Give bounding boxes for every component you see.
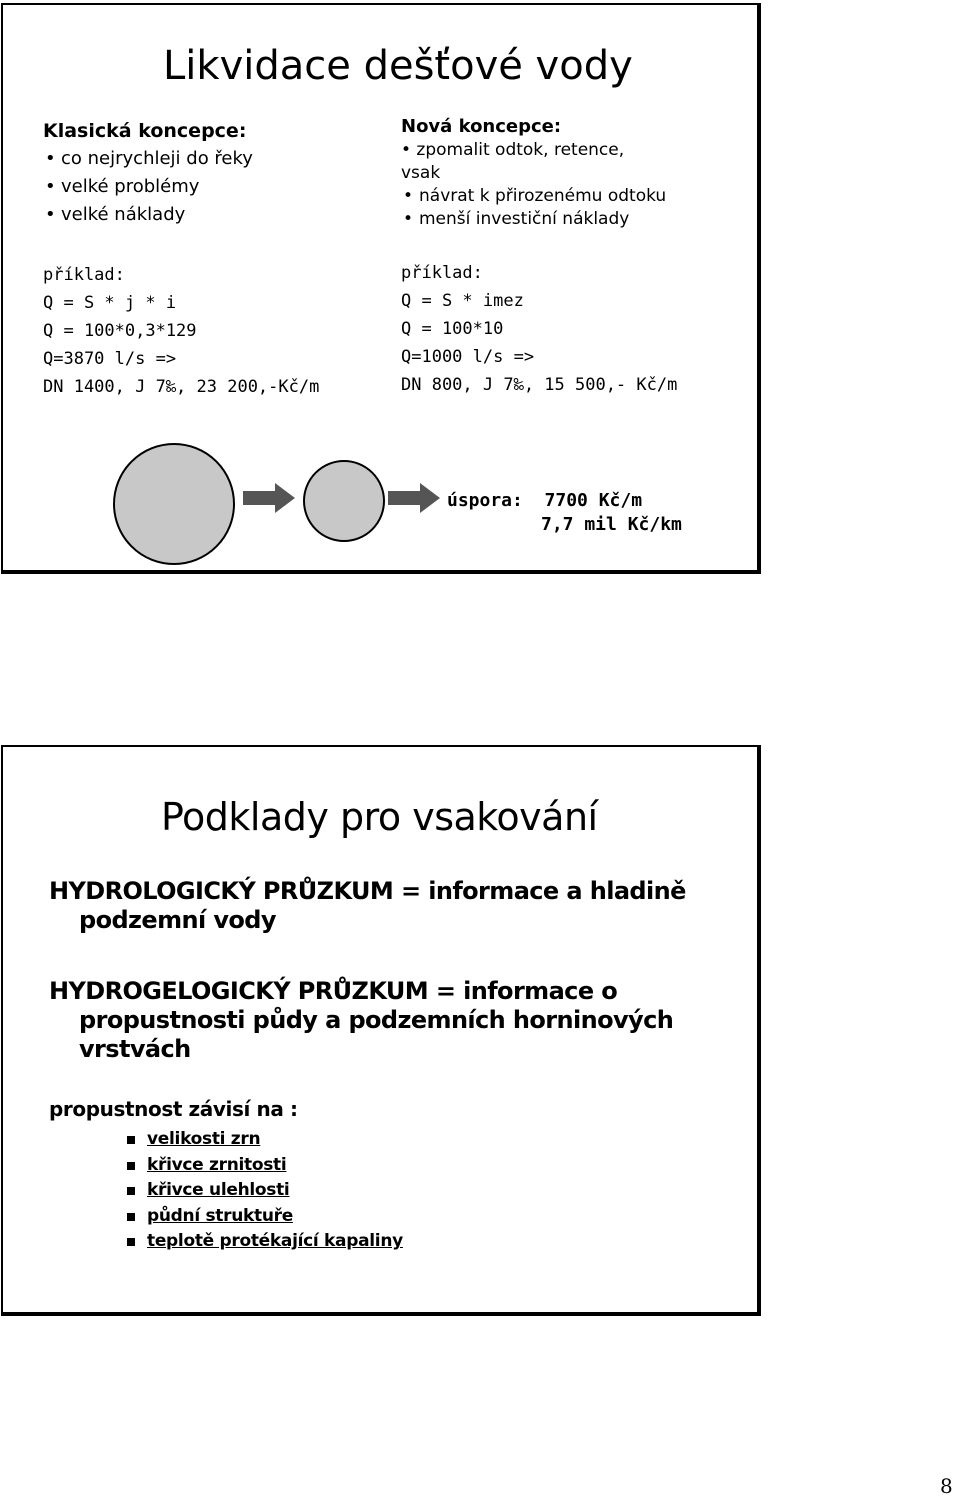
example-line: příklad: bbox=[401, 263, 483, 283]
block-line: podzemní vody bbox=[79, 906, 276, 934]
saving-line: úspora: 7700 Kč/m bbox=[447, 490, 643, 511]
hydrology-block bbox=[49, 877, 686, 935]
new-example bbox=[401, 259, 677, 399]
example-line: DN 1400, J 7‰, 23 200,-Kč/m bbox=[43, 377, 320, 397]
arrow-right-icon bbox=[388, 483, 440, 513]
list-item: velikosti zrn bbox=[125, 1127, 403, 1153]
classic-bullets bbox=[43, 145, 253, 229]
new-concept bbox=[401, 115, 666, 231]
slide-title: Podklady pro vsakování bbox=[161, 795, 598, 839]
arrow-right-icon bbox=[243, 483, 295, 513]
hydrogeology-block bbox=[49, 977, 673, 1064]
new-line: • zpomalit odtok, retence, bbox=[401, 140, 625, 160]
large-pipe-circle bbox=[113, 443, 235, 565]
page-number: 8 bbox=[940, 1474, 953, 1498]
classic-example bbox=[43, 261, 319, 401]
example-line: Q=3870 l/s => bbox=[43, 349, 177, 369]
list-item: • návrat k přirozenému odtoku bbox=[401, 185, 666, 208]
slide-likvidace bbox=[1, 3, 761, 574]
example-line: Q = S * j * i bbox=[43, 293, 177, 313]
classic-concept bbox=[43, 117, 253, 229]
slide-podklady bbox=[1, 745, 761, 1316]
example-line: Q = 100*0,3*129 bbox=[43, 321, 197, 341]
list-item: křivce zrnitosti bbox=[125, 1153, 403, 1179]
block-line: propustnosti půdy a podzemních horninových bbox=[79, 1006, 674, 1034]
slide-title: Likvidace dešťové vody bbox=[163, 43, 633, 89]
list-item: • velké náklady bbox=[43, 201, 253, 229]
example-line: Q = 100*10 bbox=[401, 319, 504, 339]
depends-list bbox=[125, 1127, 403, 1255]
example-line: DN 800, J 7‰, 15 500,- Kč/m bbox=[401, 375, 678, 395]
classic-heading: Klasická koncepce: bbox=[43, 120, 247, 142]
block-line: vrstvách bbox=[79, 1035, 191, 1063]
list-item: půdní struktuře bbox=[125, 1204, 403, 1230]
list-item: křivce ulehlosti bbox=[125, 1178, 403, 1204]
block-line: HYDROGELOGICKÝ PRŮZKUM = informace o bbox=[49, 977, 618, 1005]
example-line: Q=1000 l/s => bbox=[401, 347, 535, 367]
new-heading: Nová koncepce: bbox=[401, 116, 562, 137]
list-item: teplotě protékající kapaliny bbox=[125, 1229, 403, 1255]
new-bullets bbox=[401, 185, 666, 231]
small-pipe-circle bbox=[303, 460, 385, 542]
list-item: • velké problémy bbox=[43, 173, 253, 201]
example-line: Q = S * imez bbox=[401, 291, 524, 311]
example-line: příklad: bbox=[43, 265, 125, 285]
list-item: • menší investiční náklady bbox=[401, 208, 666, 231]
block-line: HYDROLOGICKÝ PRŮZKUM = informace a hladině bbox=[49, 877, 686, 905]
new-line: vsak bbox=[401, 163, 441, 183]
depends-heading: propustnost závisí na : bbox=[49, 1097, 298, 1121]
list-item: • co nejrychleji do řeky bbox=[43, 145, 253, 173]
saving-line: 7,7 mil Kč/km bbox=[541, 514, 682, 535]
